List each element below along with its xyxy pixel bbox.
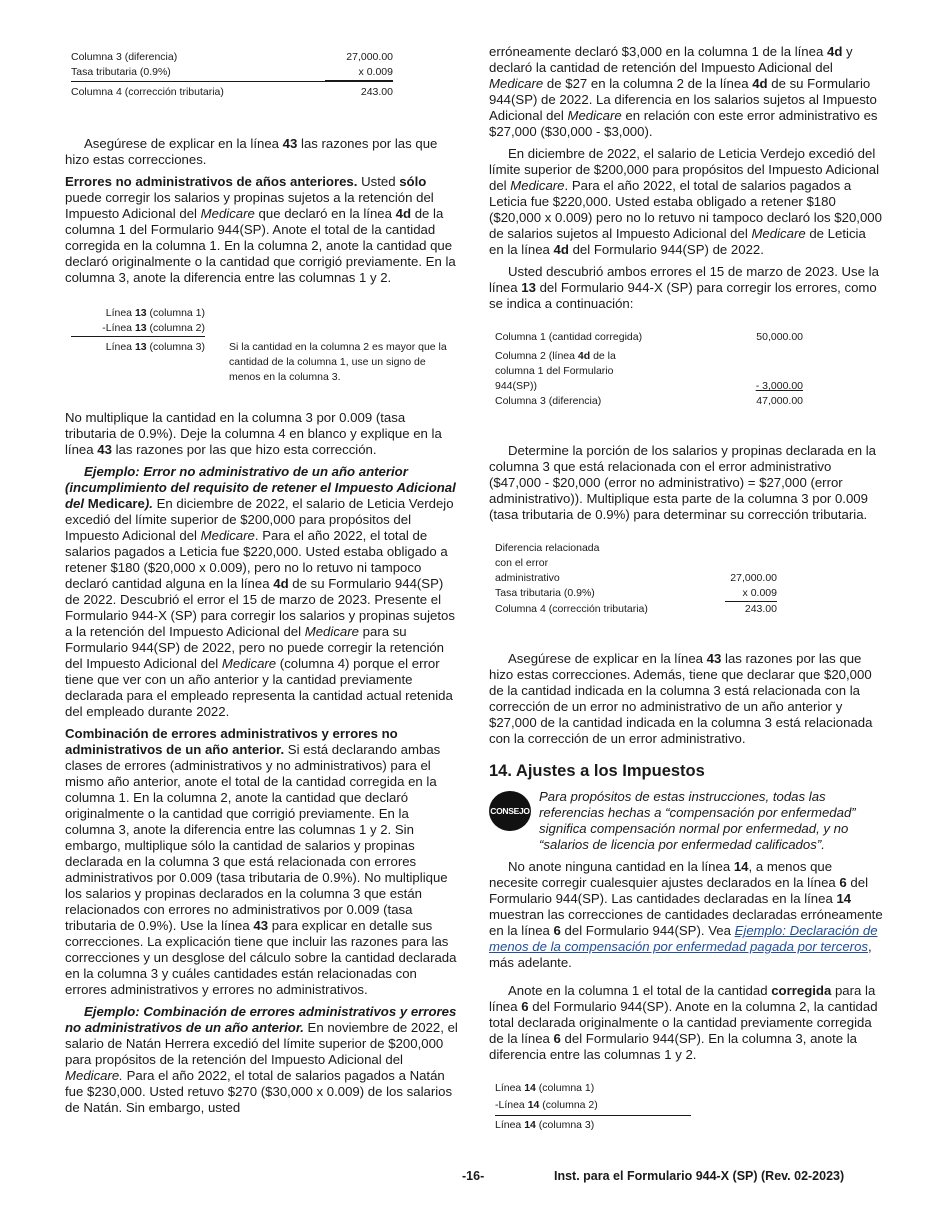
table-row-value: 243.00 [360, 86, 393, 98]
paragraph: Anote en la columna 1 el total de la cantidad corregida para la línea 6 del Formulario 944(SP). Anote en la columna 2, la cantidad total declarada originalmente o la cantidad previamente corregida de la línea 6 del Formulario 944(SP). En la columna 3, anote la diferencia entre las columnas 1 y 2. [489, 983, 878, 1062]
paragraph: erróneamente declaró $3,000 en la columna 1 de la línea 4d y declaró la cantidad de retención del Impuesto Adicional del Medicare de $27 en la columna 2 de la línea 4d de su Formulario 944(SP) de 2022. La diferencia en los salarios sujetos al Impuesto Adicional del Medicare en relación con este error administrativo es $27,000 ($30,000 - $3,000). [489, 44, 878, 139]
section-nonadmin-errors: Errores no administrativos de años anteriores. Usted sólo puede corregir los salarios y propinas sujetos a la retención del Impuesto Adicional del Medicare que declaró en la línea 4d de la columna 1 del Formulario 944(SP). Anote el total de la cantidad corregida en la columna 1. En la columna 2, anote la cantidad que declaró originalmente o la cantidad que corrigió previamente. En la columna 3, anote la diferencia entre las columnas 1 y 2. [65, 174, 456, 285]
table-row: Línea 13 (columna 1) [105, 307, 205, 319]
paragraph: Determine la porción de los salarios y propinas declarada en la columna 3 que está relacionada con el error administrativo ($47,000 - $20,000 (error no administrativo) = $27,000 (error administrativo)). Multiplique esta parte de la columna 3 por 0.009 (tasa tributaria de 0.9%) para determinar su corrección tributaria. [489, 443, 876, 522]
section-title: Errores no administrativos de años anteriores. [65, 174, 358, 189]
example-nonadmin-error: Ejemplo: Error no administrativo de un año anterior (incumplimiento del requisito de retener el Impuesto Adicional del Medicare). En diciembre de 2022, el salario de Leticia Verdejo excedió del límite superior de $200,000 para propósitos del Impuesto Adicional del Medicare. Para el año 2022, el total de salarios pagados a Leticia fue $220,000. Usted estaba obligado a retener $180 ($20,000 x 0.009), pero no lo retuvo ni tampoco declaró cantidad alguna en la línea 4d de su Formulario 944(SP) de 2022. Descubrió el error el 15 de marzo de 2023. Presente el Formulario 944-X (SP) para corregir los salarios y propinas sujetos a la retención del Impuesto Adicional del Medicare para su Formulario 944(SP) de 2022, pero no puede corregir la retención del Impuesto Adicional del Medicare (columna 4) porque el error tiene que ver con un año anterior y la cantidad previamente declarada para el empleado representa la cantidad actual retenida del empleado durante 2022. [65, 464, 456, 719]
table-row-label: Columna 3 (diferencia) [71, 51, 178, 63]
consejo-icon: CONSEJO [489, 791, 531, 831]
table-row: Línea 14 (columna 1) [495, 1082, 595, 1094]
left-column [65, 44, 459, 1122]
table-row: Columna 4 (corrección tributaria) 243.00 [495, 603, 777, 615]
table-note: Si la cantidad en la columna 2 es mayor que la cantidad de la columna 1, use un signo de menos en la columna 3. [229, 341, 447, 383]
table-row: Línea 13 (columna 3) [105, 341, 205, 353]
tax-correction-table [495, 541, 777, 617]
column-table [495, 330, 803, 409]
paragraph: En diciembre de 2022, el salario de Leticia Verdejo excedió del límite superior de $200,000 para propósitos del Impuesto Adicional del Medicare. Para el año 2022, el total de salarios pagados a Leticia fue $220,000. Usted estaba obligado a retener $180 ($20,000 x 0.009) pero no lo retuvo ni tampoco declaró los $20,000 de salarios sujetos al Impuesto Adicional del Medicare de Leticia en la línea 4d del Formulario 944(SP) de 2022. [489, 146, 882, 257]
table-row-label: Columna 4 (corrección tributaria) [71, 86, 224, 98]
table-row: Columna 1 (cantidad corregida) 50,000.00 [495, 331, 803, 343]
example-title: Ejemplo: Combinación de errores administrativos y errores no administrativos de un año anterior. [65, 1004, 457, 1035]
paragraph: Asegúrese de explicar en la línea 43 las razones por las que hizo estas correcciones. [65, 136, 438, 167]
table-row: Tasa tributaria (0.9%) x 0.009 [495, 586, 777, 602]
section-heading: 14. Ajustes a los Impuestos [489, 762, 705, 780]
right-column [489, 44, 883, 1133]
example-link[interactable]: Ejemplo: Declaración de menos de la compensación por enfermedad pagada por terceros [489, 923, 878, 954]
section-title: Combinación de errores administrativos y errores no administrativos de un año anterior. [65, 726, 398, 757]
consejo-tip [489, 789, 883, 859]
line13-table [71, 306, 459, 398]
example-title: Ejemplo: Error no administrativo de un año anterior (incumplimiento del requisito de retener el Impuesto Adicional del [65, 464, 456, 511]
paragraph: No anote ninguna cantidad en la línea 14, a menos que necesite corregir cualesquier ajustes declarados en la línea 6 del Formulario 944(SP). Las cantidades declaradas en la línea 14 muestran las correcciones de cantidades declaradas erróneamente en la línea 6 del Formulario 944(SP). Vea Ejemplo: Declaración de menos de la compensación por enfermedad pagada por terceros, más adelante. [489, 859, 883, 970]
table-row: Columna 2 (línea 4d de la columna 1 del Formulario 944(SP)) - 3,000.00 [495, 350, 804, 392]
page-number: -16- [462, 1169, 485, 1183]
table-row: Diferencia relacionada con el error administrativo 27,000.00 [495, 542, 777, 584]
section-combined-errors: Combinación de errores administrativos y errores no administrativos de un año anterior. Si está declarando ambas clases de errores (administrativos y no administrativos) para el mismo año anterior, anote el total de la cantidad corregida en la columna 1. En la columna 2, anote la cantidad que declaró originalmente o la cantidad que corrigió previamente. En la columna 3, anote la diferencia entre las columnas 1 y 2. Sin embargo, multiplique sólo la cantidad de salarios y propinas declarada en la columna 3 que está relacionada con errores administrativos por 0.009 (tasa tributaria de 0.9%). No multiplique los salarios y propinas declarados en la columna 3 que están relacionados con errores no administrativos por 0.009 (tasa tributaria de 0.9%). Use la línea 43 para explicar en detalle sus correcciones. La explicación tiene que incluir las razones para las correcciones y un desglose del cálculo sobre la cantidad declarada en la columna 3 y cuáles cantidades están relacionadas con errores administrativos y errores no administrativos. [65, 726, 457, 997]
table-row-label: Tasa tributaria (0.9%) [71, 66, 171, 78]
table-row: Columna 3 (diferencia) 47,000.00 [495, 395, 803, 407]
table-row: Línea 14 (columna 3) [495, 1119, 595, 1131]
paragraph: Asegúrese de explicar en la línea 43 las razones por las que hizo estas correcciones. Además, tiene que declarar que $20,000 de la cantidad indicada en la columna 3 está relacionada con la corrección de un error no administrativo de un año anterior y $27,000 de la cantidad indicada en la columna 3 está relacionada con la corrección de un error administrativo. [489, 651, 873, 746]
paragraph: No multiplique la cantidad en la columna 3 por 0.009 (tasa tributaria de 0.9%). Deje la columna 4 en blanco y explique en la línea 43 las razones por las que hizo esta corrección. [65, 410, 442, 457]
paragraph: Usted descubrió ambos errores el 15 de marzo de 2023. Use la línea 13 del Formulario 944-X (SP) para corregir los errores, como se indica a continuación: [489, 264, 879, 311]
table-row-value: x 0.009 [325, 65, 393, 81]
tip-text: Para propósitos de estas instrucciones, todas las referencias hechas a “compensación por enfermedad” significa compensación normal por enfermedad, y no “salarios de licencia por enfermedad calificados”. [539, 789, 856, 852]
table-row-value: 27,000.00 [346, 51, 393, 63]
table-row: -Línea 13 (columna 2) [71, 321, 205, 337]
line14-table [495, 1081, 691, 1133]
tax-correction-table [71, 50, 393, 100]
table-row: -Línea 14 (columna 2) [495, 1098, 691, 1116]
example-combined-errors: Ejemplo: Combinación de errores administrativos y errores no administrativos de un año anterior. En noviembre de 2022, el salario de Natán Herrera excedió del límite superior de $200,000 para propósitos de la retención del Impuesto Adicional del Medicare. Para el año 2022, el total de salarios pagados a Natán fue $230,000. Usted retuvo $270 ($30,000 x 0.009) de los salarios de Natán. Sin embargo, usted [65, 1004, 458, 1115]
document-title: Inst. para el Formulario 944-X (SP) (Rev. 02-2023) [554, 1169, 845, 1183]
